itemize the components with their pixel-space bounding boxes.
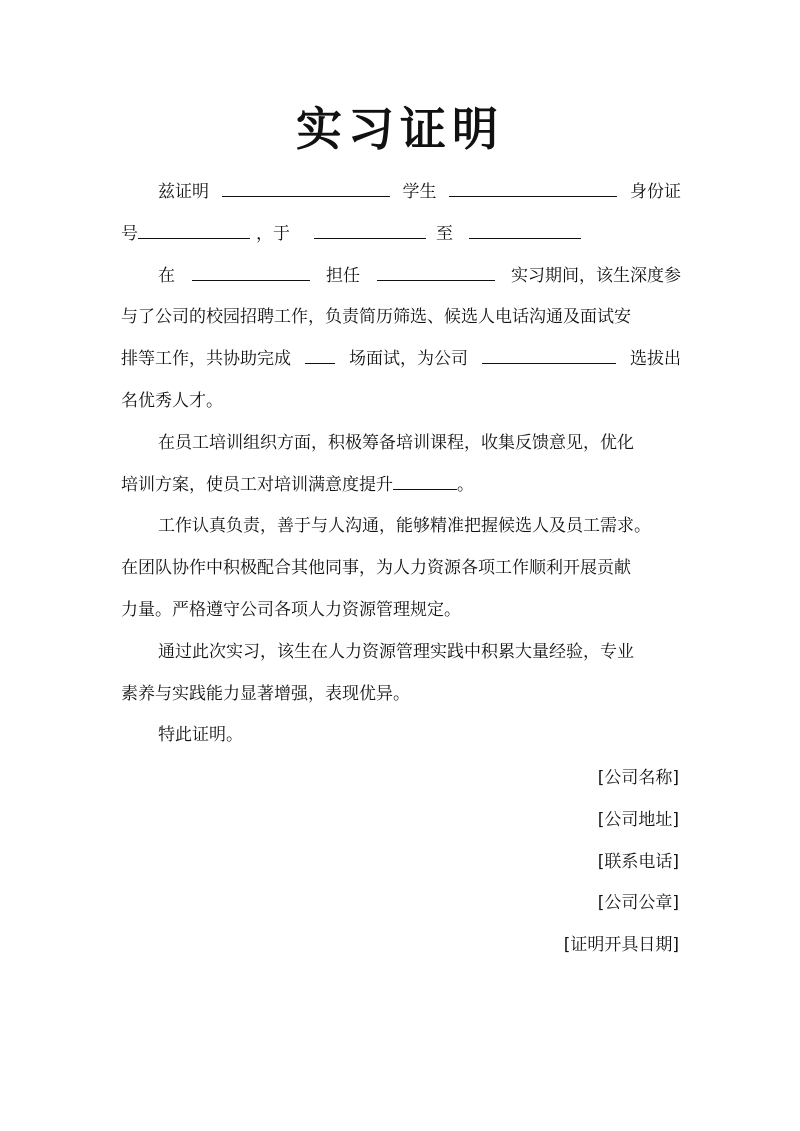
attitude-line-3: 力量。严格遵守公司各项人力资源管理规定。 <box>121 599 461 620</box>
document-title: 实习证明 <box>296 102 504 156</box>
role-line-4: 名优秀人才。 <box>121 390 223 411</box>
blank-hire-count <box>482 344 616 364</box>
blank-satisfaction <box>393 470 457 490</box>
intro-text-hereby: 兹证明 <box>158 182 209 202</box>
blank-position <box>377 261 495 281</box>
intro-text-id: 身份证 <box>630 182 681 202</box>
role-text-serve: 担任 <box>326 265 360 286</box>
contact-phone: [联系电话] <box>597 851 679 872</box>
intro-line-1 <box>121 172 681 214</box>
intro-line-2 <box>121 214 681 256</box>
role-text-at: 在 <box>158 265 175 286</box>
role-text-assist: 排等工作，共协助完成 <box>121 349 291 370</box>
blank-id-number <box>138 219 250 239</box>
role-text-select: 选拔出 <box>630 349 681 370</box>
intro-text-from: ，于 <box>256 223 290 244</box>
attitude-line-1: 工作认真负责，善于与人沟通，能够精准把握候选人及员工需求。 <box>158 516 651 537</box>
company-name: [公司名称] <box>597 768 679 788</box>
blank-department <box>192 261 310 281</box>
document-body <box>121 172 681 757</box>
blank-company <box>222 177 390 197</box>
role-line-3 <box>121 339 681 381</box>
role-text-period: 实习期间，该生深度参 <box>511 265 681 286</box>
issue-date: [证明开具日期] <box>563 935 679 956</box>
training-text: 培训方案，使员工对培训满意度提升 <box>121 474 393 495</box>
company-address: [公司地址] <box>597 809 679 830</box>
intro-text-number: 号 <box>121 223 138 244</box>
blank-student-name <box>449 177 617 197</box>
signature-block <box>564 758 679 967</box>
training-text-end: 。 <box>457 474 474 495</box>
company-seal: [公司公章] <box>597 893 679 914</box>
closing-line: 特此证明。 <box>158 725 243 746</box>
blank-interview-count <box>305 344 335 364</box>
training-line-2 <box>121 465 681 507</box>
summary-line-2: 素养与实践能力显著增强，表现优异。 <box>121 683 410 704</box>
intro-text-student: 学生 <box>402 182 437 202</box>
attitude-line-2: 在团队协作中积极配合其他同事，为人力资源各项工作顺利开展贡献 <box>121 558 631 579</box>
role-line-2: 与了公司的校园招聘工作，负责简历筛选、候选人电话沟通及面试安 <box>121 307 631 328</box>
intro-text-to: 至 <box>436 223 453 244</box>
summary-line-1: 通过此次实习，该生在人力资源管理实践中积累大量经验，专业 <box>158 641 634 662</box>
role-line-1 <box>121 256 681 298</box>
role-text-company: 场面试，为公司 <box>349 349 468 370</box>
blank-end-date <box>469 219 581 239</box>
blank-start-date <box>314 219 426 239</box>
training-line-1: 在员工培训组织方面，积极筹备培训课程，收集反馈意见，优化 <box>158 432 634 453</box>
